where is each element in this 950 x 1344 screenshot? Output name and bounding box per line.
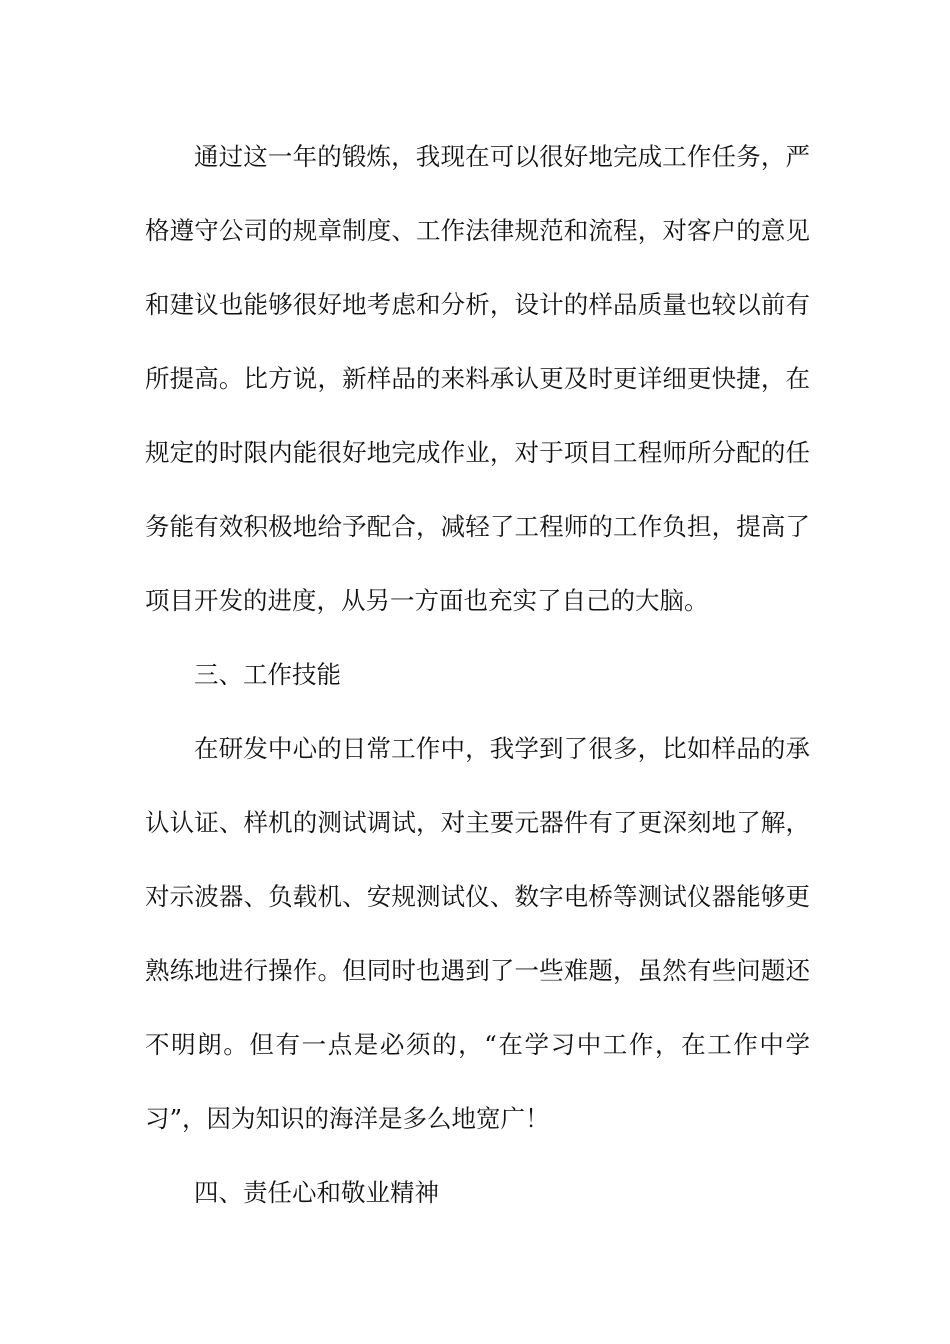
section-heading-responsibility: 四、责任心和敬业精神 — [194, 1178, 439, 1207]
paragraph-work-progress: 通过这一年的锻炼，我现在可以很好地完成工作任务，严格遵守公司的规章制度、工作法律规范和流程，对客户的意见和建议也能够很好地考虑和分析，设计的样品质量也较以前有所提高。比方说，新样品的来料承认更及时更详细更快捷，在规定的时限内能很好地完成作业，对于项目工程师所分配的任务能有效积极地给予配合，减轻了工程师的工作负担，提高了项目开发的进度，从另一方面也充实了自己的大脑。 — [145, 142, 810, 615]
document-body — [145, 120, 810, 1230]
paragraph-work-skills: 在研发中心的日常工作中，我学到了很多，比如样品的承认认证、样机的测试调试，对主要元器件有了更深刻地了解，对示波器、负载机、安规测试仪、数字电桥等测试仪器能够更熟练地进行操作。但同时也遇到了一些难题，虽然有些问题还不明朗。但有一点是必须的，“在学习中工作，在工作中学习”，因为知识的海洋是多么地宽广！ — [145, 734, 810, 1133]
section-heading-work-skills: 三、工作技能 — [194, 660, 341, 689]
